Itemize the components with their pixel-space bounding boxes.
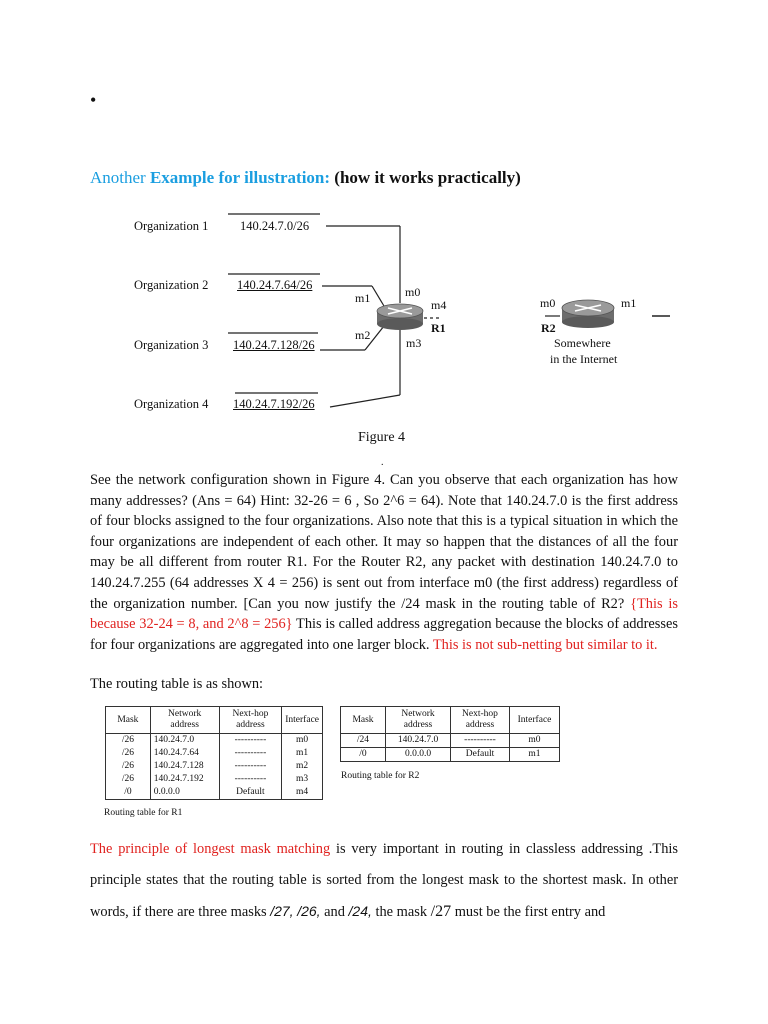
longest-mask-paragraph (90, 834, 678, 928)
figure-4 (0, 0, 768, 460)
cell-line: m3 (296, 774, 309, 784)
paragraph-text-a: See the network configuration shown in Figure 4. Can you observe that each organization has how many addresses? (Ans = 64) Hint: 32-26 = 6 , So 2^6 = 64). Note that 140.24.7.0 is the first address of four blocks assigned to the four organizations. Also note that this is a typical situation in which the four organizations are independent of each other. It may so happen that the distances of all the four may be all different from router R1. For the Router R2, any packet with destination 140.24.7.0 to 140.24.7.255 (64 addresses X 4 = 256) is sent out from interface m0 (the first address) regardless of the organization number. [Can you now justify the /24 mask in the routing table of R2? (90, 472, 678, 612)
cell-line: /26 (121, 748, 134, 758)
table-row (341, 734, 560, 748)
router-r2-icon (545, 300, 670, 328)
paragraph2-text-c: must be the first entry and (451, 904, 606, 920)
paragraph-red-note-1: {This is because 32-24 = 8, and 2^8 = 256} (90, 595, 679, 633)
router-r1-icon (377, 304, 423, 330)
paragraph-red-note-2: This is not sub-netting but similar to it. (432, 636, 658, 653)
table-cell: m0 (510, 734, 560, 748)
org-1-label: Organization 1 (134, 219, 209, 233)
table-cell: ---------- (451, 734, 510, 748)
cell-line: 140.24.7.64 (153, 748, 199, 758)
network-lines (0, 0, 768, 460)
org-4-link (330, 395, 400, 407)
r2-internet-label: in the Internet (550, 352, 618, 366)
cell-line: Default (236, 787, 265, 797)
cell-line: m1 (296, 748, 309, 758)
r2-m1-label: m1 (621, 296, 637, 310)
routing-table-r2-caption: Routing table for R2 (341, 771, 420, 781)
r1-m0-label: m0 (405, 285, 421, 299)
table-row (341, 748, 560, 762)
table-cell (106, 734, 151, 800)
and-text: and (320, 904, 349, 920)
table-cell (282, 734, 323, 800)
paragraph2-text-b: the mask (371, 904, 431, 920)
paragraph2-text-a: is very important in routing in classless addressing .This principle states that the routing table is sorted from the longest mask to the shortest mask. In other words, if there are three masks (90, 841, 678, 920)
cell-line: ---------- (234, 748, 267, 758)
org-2-network: 140.24.7.64/26 (237, 278, 313, 292)
heading-part-2: Example for illustration: (149, 168, 331, 187)
cell-line: /26 (121, 774, 134, 784)
r1-m3-label: m3 (406, 336, 422, 350)
heading-part-1: Another (90, 168, 150, 187)
r1-m2-label: m2 (355, 328, 371, 342)
org-2-label: Organization 2 (134, 278, 209, 292)
org-3-network: 140.24.7.128/26 (233, 338, 315, 352)
explanation-paragraph (90, 470, 678, 655)
cell-line: ---------- (234, 735, 267, 745)
table-cell: /0 (341, 748, 386, 762)
table-cell (150, 734, 219, 800)
cell-line: 140.24.7.128 (153, 761, 204, 771)
table-intro: The routing table is as shown: (90, 676, 264, 692)
r2-name-label: R2 (541, 321, 556, 335)
routing-table-r1-caption: Routing table for R1 (104, 808, 183, 818)
r1-m4-label: m4 (431, 298, 447, 312)
figure-caption: Figure 4 (358, 430, 406, 445)
r1-m1-label: m1 (355, 291, 371, 305)
mask-27: /27, (270, 903, 294, 919)
table-header: Interface (282, 707, 323, 734)
routing-table-r2 (340, 706, 560, 762)
routing-table-r1 (105, 706, 323, 800)
cell-line: 140.24.7.0 (153, 735, 195, 745)
cell-line: /26 (121, 735, 134, 745)
cell-line: /26 (121, 761, 134, 771)
table-cell (219, 734, 282, 800)
cell-line: 0.0.0.0 (153, 787, 180, 797)
cell-line: ---------- (234, 761, 267, 771)
table-cell: Default (451, 748, 510, 762)
table-header: Mask (341, 707, 386, 734)
paragraph-text-b: This is called address aggregation because the blocks of addresses for four organizations are aggregated into one larger block. (90, 616, 678, 653)
cell-line: ---------- (234, 774, 267, 784)
cell-line: 140.24.7.192 (153, 774, 204, 784)
org-4-network: 140.24.7.192/26 (233, 397, 315, 411)
cell-line: /0 (124, 787, 132, 797)
r2-somewhere-label: Somewhere (554, 336, 611, 350)
table-header: Interface (510, 707, 560, 734)
table-row (106, 734, 323, 800)
table-cell: m1 (510, 748, 560, 762)
mask-27-emph: /27 (430, 903, 452, 920)
org-3-label: Organization 3 (134, 338, 209, 352)
mask-24: /24, (348, 903, 372, 919)
table-header: Next-hop address (451, 707, 510, 734)
r2-m0-label: m0 (540, 296, 556, 310)
org-4-label: Organization 4 (134, 397, 209, 411)
table-cell: 140.24.7.0 (386, 734, 451, 748)
heading-part-3: (how it works practically) (330, 168, 521, 187)
table-header-row (341, 707, 560, 734)
principle-red-text: The principle of longest mask matching (90, 841, 331, 857)
r1-name-label: R1 (431, 321, 446, 335)
cell-line: m2 (296, 761, 309, 771)
separator-dot: . (381, 457, 384, 468)
org-1-network: 140.24.7.0/26 (240, 219, 310, 233)
table-cell: 0.0.0.0 (386, 748, 451, 762)
m1-link (372, 286, 384, 306)
list-bullet: • (90, 90, 97, 110)
table-header: Next-hop address (219, 707, 282, 734)
table-cell: /24 (341, 734, 386, 748)
table-header-row (106, 707, 323, 734)
table-header: Mask (106, 707, 151, 734)
cell-line: m4 (296, 787, 309, 797)
cell-line: m0 (296, 735, 309, 745)
table-header: Network address (386, 707, 451, 734)
mask-26: /26, (297, 903, 321, 919)
table-header: Network address (150, 707, 219, 734)
